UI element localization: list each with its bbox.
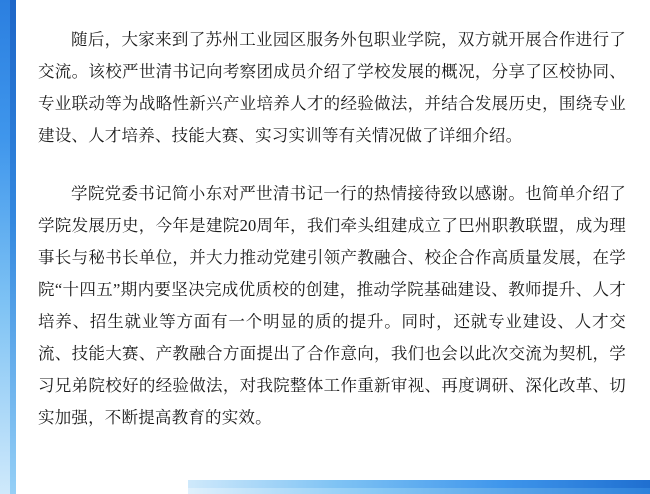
paragraph-2: 学院党委书记简小东对严世清书记一行的热情接待致以感谢。也简单介绍了学院发展历史，今年是建院20周年，我们牵头组建成立了巴州职教联盟，成为理事长与秘书长单位，并大力推动党建引领产教融合、校企合作高质量发展，在学院“十四五”期内要坚决完成优质校的创建，推动学院基础建设、教师提升、人才培养、招生就业等方面有一个明显的质的提升。同时，还就专业建设、人才交流、技能大赛、产教融合方面提出了合作意向，我们也会以此次交流为契机，学习兄弟院校好的经验做法，对我院整体工作重新审视、再度调研、深化改革、切实加强，不断提高教育的实效。 xyxy=(38,184,626,427)
left-decorative-bar-highlight xyxy=(10,0,16,494)
document-body xyxy=(38,24,626,434)
left-decorative-bar xyxy=(0,0,16,494)
bottom-decorative-bar-highlight xyxy=(188,488,650,494)
paragraph-1: 随后，大家来到了苏州工业园区服务外包职业学院，双方就开展合作进行了交流。该校严世清书记向考察团成员介绍了学校发展的概况，分享了区校协同、专业联动等为战略性新兴产业培养人才的经验做法，并结合发展历史，围绕专业建设、人才培养、技能大赛、实习实训等有关情况做了详细介绍。 xyxy=(38,30,626,145)
bottom-decorative-bar xyxy=(188,480,650,494)
